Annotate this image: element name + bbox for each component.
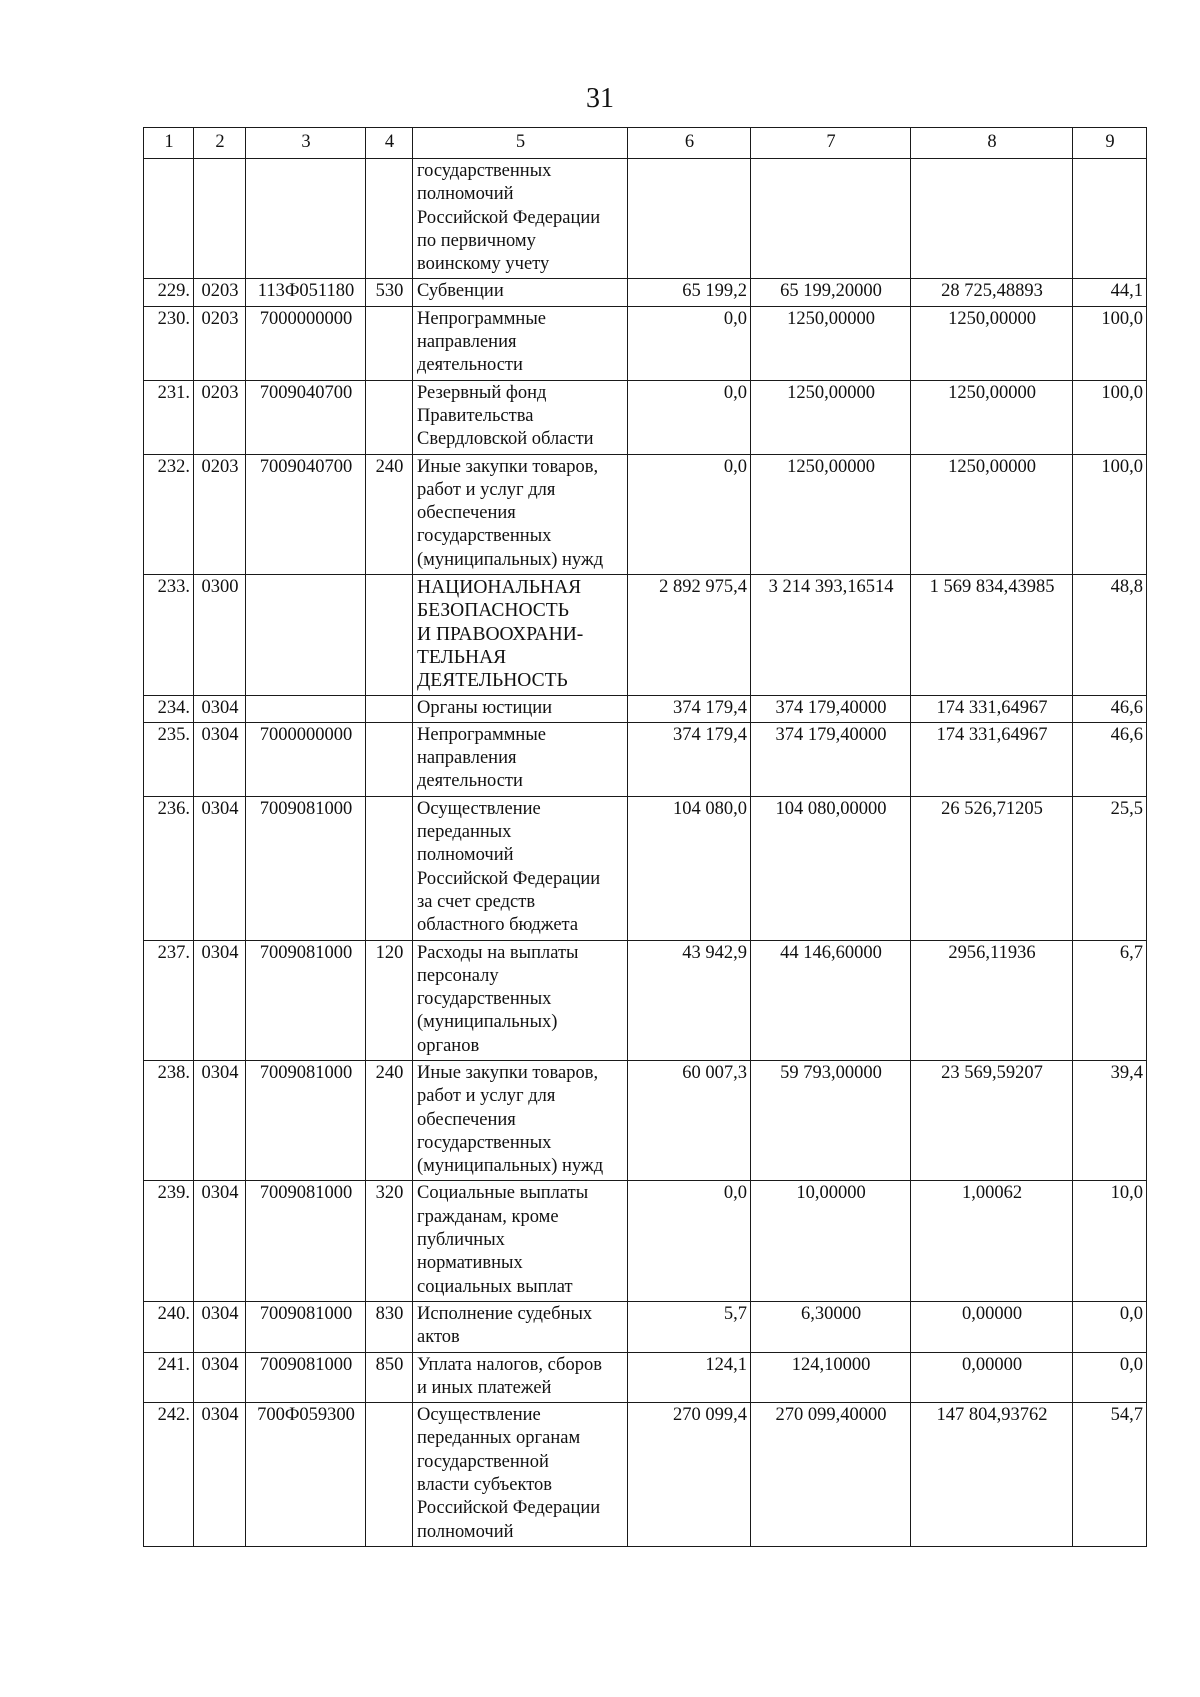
cell-name xyxy=(413,1060,628,1180)
header-col-4: 4 xyxy=(366,128,413,159)
cell-value-col7: 1250,00000 xyxy=(751,380,911,454)
cell-row-number: 241. xyxy=(144,1352,194,1403)
cell-value-col6: 0,0 xyxy=(628,380,751,454)
cell-value-col7: 374 179,40000 xyxy=(751,695,911,722)
cell-value-col9: 100,0 xyxy=(1073,306,1147,380)
cell-section-code: 0304 xyxy=(194,1403,246,1547)
cell-value-col6: 5,7 xyxy=(628,1301,751,1352)
cell-value-col6 xyxy=(628,159,751,279)
cell-value-col7: 3 214 393,16514 xyxy=(751,575,911,695)
cell-expense-type xyxy=(366,306,413,380)
cell-value-col7: 1250,00000 xyxy=(751,454,911,574)
header-col-3: 3 xyxy=(246,128,366,159)
cell-section-code: 0203 xyxy=(194,454,246,574)
cell-name xyxy=(413,940,628,1060)
cell-value-col9: 25,5 xyxy=(1073,796,1147,940)
cell-section-code: 0304 xyxy=(194,1352,246,1403)
cell-value-col8: 147 804,93762 xyxy=(911,1403,1073,1547)
cell-name xyxy=(413,279,628,306)
cell-name-text: Органы юстиции xyxy=(417,697,553,718)
table-row xyxy=(144,722,1147,796)
cell-target-article: 7009081000 xyxy=(246,1352,366,1403)
cell-section-code: 0304 xyxy=(194,1060,246,1180)
cell-target-article: 700Ф059300 xyxy=(246,1403,366,1547)
cell-value-col6: 104 080,0 xyxy=(628,796,751,940)
cell-value-col6: 0,0 xyxy=(628,306,751,380)
cell-name xyxy=(413,695,628,722)
cell-value-col8: 174 331,64967 xyxy=(911,695,1073,722)
cell-row-number: 231. xyxy=(144,380,194,454)
cell-value-col6: 43 942,9 xyxy=(628,940,751,1060)
header-col-6: 6 xyxy=(628,128,751,159)
cell-row-number: 240. xyxy=(144,1301,194,1352)
cell-row-number xyxy=(144,159,194,279)
cell-row-number: 237. xyxy=(144,940,194,1060)
table-row xyxy=(144,1060,1147,1180)
cell-value-col6: 60 007,3 xyxy=(628,1060,751,1180)
header-col-5: 5 xyxy=(413,128,628,159)
header-col-9: 9 xyxy=(1073,128,1147,159)
table-row xyxy=(144,454,1147,574)
cell-name-text: Резервный фонд Правительства Свердловской области xyxy=(417,382,594,450)
cell-row-number: 234. xyxy=(144,695,194,722)
cell-name-text: НАЦИОНАЛЬНАЯ БЕЗОПАСНОСТЬ И ПРАВООХРАНИ- ТЕЛЬНАЯ ДЕЯТЕЛЬНОСТЬ xyxy=(417,577,584,692)
cell-name-text: Иные закупки товаров, работ и услуг для обеспечения государственных (муниципальных) нужд xyxy=(417,456,604,570)
table-row xyxy=(144,1403,1147,1547)
cell-name-text: Исполнение судебных актов xyxy=(417,1303,593,1348)
cell-value-col8: 1,00062 xyxy=(911,1181,1073,1301)
cell-row-number: 235. xyxy=(144,722,194,796)
cell-name xyxy=(413,722,628,796)
cell-section-code: 0304 xyxy=(194,722,246,796)
cell-value-col8 xyxy=(911,159,1073,279)
cell-row-number: 233. xyxy=(144,575,194,695)
cell-section-code: 0304 xyxy=(194,1181,246,1301)
cell-value-col7 xyxy=(751,159,911,279)
cell-value-col6: 124,1 xyxy=(628,1352,751,1403)
cell-expense-type: 240 xyxy=(366,454,413,574)
table-row xyxy=(144,380,1147,454)
cell-row-number: 242. xyxy=(144,1403,194,1547)
cell-value-col6: 65 199,2 xyxy=(628,279,751,306)
cell-value-col7: 104 080,00000 xyxy=(751,796,911,940)
cell-value-col8: 1250,00000 xyxy=(911,454,1073,574)
cell-value-col7: 374 179,40000 xyxy=(751,722,911,796)
cell-value-col7: 65 199,20000 xyxy=(751,279,911,306)
cell-name xyxy=(413,1352,628,1403)
cell-expense-type xyxy=(366,380,413,454)
cell-value-col6: 374 179,4 xyxy=(628,695,751,722)
header-col-7: 7 xyxy=(751,128,911,159)
cell-name xyxy=(413,1301,628,1352)
cell-value-col8: 1250,00000 xyxy=(911,380,1073,454)
cell-name-text: Субвенции xyxy=(417,281,504,302)
cell-name xyxy=(413,796,628,940)
cell-name-text: Социальные выплаты гражданам, кроме публичных нормативных социальных выплат xyxy=(417,1183,589,1297)
cell-expense-type: 530 xyxy=(366,279,413,306)
table-row xyxy=(144,796,1147,940)
cell-row-number: 229. xyxy=(144,279,194,306)
cell-expense-type xyxy=(366,159,413,279)
cell-value-col8: 26 526,71205 xyxy=(911,796,1073,940)
cell-value-col8: 23 569,59207 xyxy=(911,1060,1073,1180)
cell-section-code: 0203 xyxy=(194,306,246,380)
cell-value-col8: 0,00000 xyxy=(911,1301,1073,1352)
cell-value-col9: 54,7 xyxy=(1073,1403,1147,1547)
cell-name xyxy=(413,159,628,279)
cell-expense-type xyxy=(366,1403,413,1547)
cell-value-col7: 1250,00000 xyxy=(751,306,911,380)
cell-expense-type: 120 xyxy=(366,940,413,1060)
cell-row-number: 232. xyxy=(144,454,194,574)
cell-name-text: Непрограммные направления деятельности xyxy=(417,308,546,376)
table-row xyxy=(144,940,1147,1060)
cell-target-article: 7000000000 xyxy=(246,722,366,796)
cell-value-col6: 270 099,4 xyxy=(628,1403,751,1547)
cell-name xyxy=(413,575,628,695)
table-row xyxy=(144,1301,1147,1352)
cell-row-number: 239. xyxy=(144,1181,194,1301)
table-row xyxy=(144,1181,1147,1301)
cell-name xyxy=(413,1181,628,1301)
cell-section-code: 0304 xyxy=(194,940,246,1060)
table-row xyxy=(144,1352,1147,1403)
cell-value-col9: 0,0 xyxy=(1073,1352,1147,1403)
cell-target-article: 7000000000 xyxy=(246,306,366,380)
cell-name-text: Непрограммные направления деятельности xyxy=(417,724,546,792)
cell-expense-type: 320 xyxy=(366,1181,413,1301)
cell-target-article: 7009040700 xyxy=(246,380,366,454)
cell-name xyxy=(413,306,628,380)
cell-expense-type xyxy=(366,575,413,695)
table-row xyxy=(144,575,1147,695)
cell-value-col7: 6,30000 xyxy=(751,1301,911,1352)
cell-value-col8: 1250,00000 xyxy=(911,306,1073,380)
cell-value-col8: 28 725,48893 xyxy=(911,279,1073,306)
header-row xyxy=(144,128,1147,159)
cell-value-col9: 44,1 xyxy=(1073,279,1147,306)
cell-value-col6: 0,0 xyxy=(628,454,751,574)
cell-value-col9: 0,0 xyxy=(1073,1301,1147,1352)
cell-target-article xyxy=(246,695,366,722)
cell-value-col7: 10,00000 xyxy=(751,1181,911,1301)
cell-target-article: 7009081000 xyxy=(246,1301,366,1352)
cell-target-article: 7009040700 xyxy=(246,454,366,574)
header-col-1: 1 xyxy=(144,128,194,159)
cell-row-number: 230. xyxy=(144,306,194,380)
cell-target-article: 7009081000 xyxy=(246,1060,366,1180)
cell-value-col9: 100,0 xyxy=(1073,454,1147,574)
cell-expense-type xyxy=(366,722,413,796)
cell-value-col6: 0,0 xyxy=(628,1181,751,1301)
cell-value-col8: 1 569 834,43985 xyxy=(911,575,1073,695)
cell-expense-type: 240 xyxy=(366,1060,413,1180)
cell-name xyxy=(413,454,628,574)
cell-target-article xyxy=(246,159,366,279)
cell-expense-type xyxy=(366,796,413,940)
table-row xyxy=(144,695,1147,722)
cell-name-text: Осуществление переданных органам государственной власти субъектов Российской Федерации полномочий xyxy=(417,1405,601,1542)
table-row xyxy=(144,279,1147,306)
cell-name-text: Иные закупки товаров, работ и услуг для обеспечения государственных (муниципальных) нужд xyxy=(417,1062,604,1177)
cell-section-code: 0203 xyxy=(194,380,246,454)
cell-section-code: 0304 xyxy=(194,695,246,722)
budget-table xyxy=(143,127,1147,1547)
cell-value-col9: 6,7 xyxy=(1073,940,1147,1060)
cell-name-text: Уплата налогов, сборов и иных платежей xyxy=(417,1354,602,1398)
cell-expense-type: 850 xyxy=(366,1352,413,1403)
header-col-8: 8 xyxy=(911,128,1073,159)
page-number: 31 xyxy=(586,83,614,114)
cell-value-col6: 374 179,4 xyxy=(628,722,751,796)
cell-section-code xyxy=(194,159,246,279)
cell-value-col9: 100,0 xyxy=(1073,380,1147,454)
cell-value-col8: 0,00000 xyxy=(911,1352,1073,1403)
cell-expense-type: 830 xyxy=(366,1301,413,1352)
cell-value-col6: 2 892 975,4 xyxy=(628,575,751,695)
cell-row-number: 238. xyxy=(144,1060,194,1180)
cell-name xyxy=(413,1403,628,1547)
cell-target-article: 7009081000 xyxy=(246,796,366,940)
cell-value-col8: 2956,11936 xyxy=(911,940,1073,1060)
table-row xyxy=(144,306,1147,380)
cell-expense-type xyxy=(366,695,413,722)
cell-value-col9: 46,6 xyxy=(1073,722,1147,796)
cell-name xyxy=(413,380,628,454)
cell-target-article: 7009081000 xyxy=(246,940,366,1060)
cell-value-col7: 270 099,40000 xyxy=(751,1403,911,1547)
cell-value-col7: 44 146,60000 xyxy=(751,940,911,1060)
cell-value-col7: 59 793,00000 xyxy=(751,1060,911,1180)
cell-target-article: 113Ф051180 xyxy=(246,279,366,306)
cell-target-article: 7009081000 xyxy=(246,1181,366,1301)
cell-name-text: Расходы на выплаты персоналу государственных (муниципальных) органов xyxy=(417,942,579,1056)
cell-value-col9: 46,6 xyxy=(1073,695,1147,722)
cell-value-col9 xyxy=(1073,159,1147,279)
continuation-row xyxy=(144,159,1147,279)
header-col-2: 2 xyxy=(194,128,246,159)
cell-row-number: 236. xyxy=(144,796,194,940)
cell-value-col7: 124,10000 xyxy=(751,1352,911,1403)
cell-section-code: 0304 xyxy=(194,796,246,940)
cell-name-text: Осуществление переданных полномочий Российской Федерации за счет средств областного бюджета xyxy=(417,798,601,936)
cell-target-article xyxy=(246,575,366,695)
cell-name-text: государственных полномочий Российской Федерации по первичному воинскому учету xyxy=(417,161,601,275)
cell-value-col9: 48,8 xyxy=(1073,575,1147,695)
cell-section-code: 0300 xyxy=(194,575,246,695)
cell-value-col9: 39,4 xyxy=(1073,1060,1147,1180)
cell-section-code: 0304 xyxy=(194,1301,246,1352)
cell-value-col9: 10,0 xyxy=(1073,1181,1147,1301)
cell-value-col8: 174 331,64967 xyxy=(911,722,1073,796)
cell-section-code: 0203 xyxy=(194,279,246,306)
